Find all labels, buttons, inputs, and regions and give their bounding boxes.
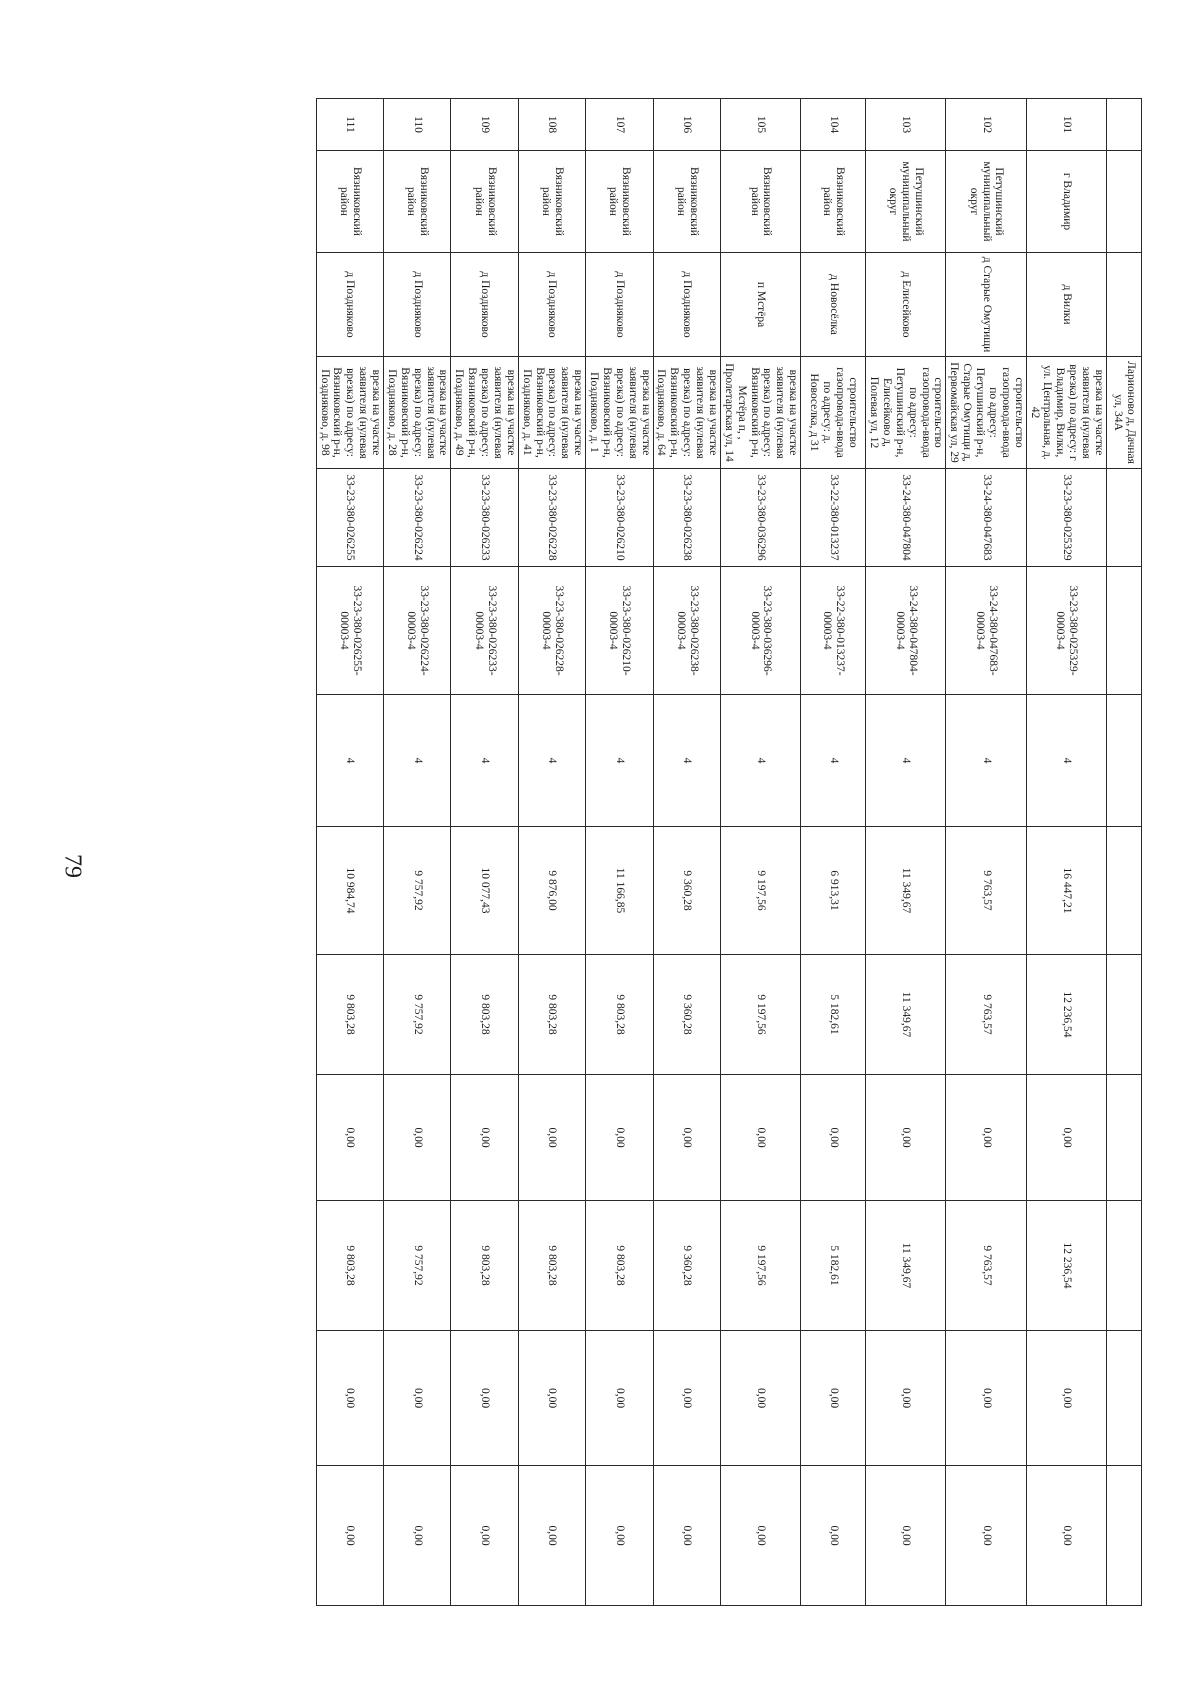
cell-locality: д Поздняково: [316, 253, 383, 357]
cell-row-number: 103: [866, 99, 946, 151]
cell-value-2: 9 803,28: [586, 955, 653, 1075]
table-row-continued: [1107, 99, 1142, 1606]
cell-locality: д Поздняково: [653, 253, 720, 357]
cell-district: Петушинский муниципальный округ: [946, 151, 1026, 253]
cell-row-number: 105: [721, 99, 801, 151]
cell-value-2: 11 349,67: [866, 955, 946, 1075]
cell-value-2: 9 763,57: [946, 955, 1026, 1075]
cell-category: 4: [946, 695, 1026, 827]
cell-locality: п Мстёра: [721, 253, 801, 357]
cell-code: 33-23-380-026238: [653, 469, 720, 567]
cell-code-full: 33-23-380-025329-00003-4: [1026, 567, 1106, 695]
cell-value-1: 16 447,21: [1026, 827, 1106, 955]
cell-district: Вязниковский район: [518, 151, 585, 253]
cell-value-3: 0,00: [866, 1075, 946, 1201]
table-row: [1026, 99, 1106, 1606]
table-row: [518, 99, 585, 1606]
cell-district: Петушинский муниципальный округ: [866, 151, 946, 253]
cell-value-1: 9 360,28: [653, 827, 720, 955]
cell-locality: д Поздняково: [451, 253, 518, 357]
cell-code-full: 33-24-380-047683-00003-4: [946, 567, 1026, 695]
cell-empty: [1107, 253, 1142, 357]
cell-value-5: 0,00: [721, 1331, 801, 1466]
cell-code: 33-23-380-026233: [451, 469, 518, 567]
cell-description: строительство газопровода-ввода по адресу: Петушинский р-н, Елисейково д, Полевая ул, 12: [866, 357, 946, 469]
cell-empty: [1107, 151, 1142, 253]
cell-value-1: 10 984,74: [316, 827, 383, 955]
cell-code-full: 33-23-380-026233-00003-4: [451, 567, 518, 695]
cell-value-4: 9 763,57: [946, 1201, 1026, 1331]
cell-description: врезка на участке заявителя (нулевая врезка) по адресу: Вязниковский р-н, Поздняково, д. 1: [586, 357, 653, 469]
table-body: [316, 99, 1141, 1606]
table-row: [586, 99, 653, 1606]
table-row: [384, 99, 451, 1606]
cell-empty: [1107, 99, 1142, 151]
cell-locality: д Поздняково: [586, 253, 653, 357]
cell-locality: д Елисейково: [866, 253, 946, 357]
table-row: [721, 99, 801, 1606]
cell-value-1: 10 077,43: [451, 827, 518, 955]
cell-code: 33-23-380-026255: [316, 469, 383, 567]
cell-description: врезка на участке заявителя (нулевая врезка) по адресу: Вязниковский р-н, Поздняково, д. 49: [451, 357, 518, 469]
cell-row-number: 106: [653, 99, 720, 151]
cell-description: строительство газопровода-ввода по адресу: д. Новоселка, д 31: [801, 357, 866, 469]
cell-empty: [1107, 1075, 1142, 1201]
cell-value-1: 9 757,92: [384, 827, 451, 955]
cell-value-4: 9 757,92: [384, 1201, 451, 1331]
cell-row-number: 107: [586, 99, 653, 151]
cell-value-6: 0,00: [384, 1466, 451, 1606]
cell-empty: [1107, 567, 1142, 695]
cell-district: Вязниковский район: [653, 151, 720, 253]
cell-code: 33-23-380-026228: [518, 469, 585, 567]
cell-district: Вязниковский район: [586, 151, 653, 253]
cell-value-6: 0,00: [866, 1466, 946, 1606]
cell-row-number: 102: [946, 99, 1026, 151]
cell-value-6: 0,00: [653, 1466, 720, 1606]
cell-value-3: 0,00: [316, 1075, 383, 1201]
cell-value-6: 0,00: [518, 1466, 585, 1606]
cell-value-6: 0,00: [946, 1466, 1026, 1606]
cell-value-4: 9 803,28: [518, 1201, 585, 1331]
cell-code-full: 33-23-380-026228-00003-4: [518, 567, 585, 695]
cell-value-2: 9 757,92: [384, 955, 451, 1075]
cell-row-number: 109: [451, 99, 518, 151]
cell-category: 4: [1026, 695, 1106, 827]
cell-empty: [1107, 695, 1142, 827]
cell-value-1: 9 876,00: [518, 827, 585, 955]
cell-description: строительство газопровода-ввода по адресу: Петушинский р-н, Старые Омутищи д, Первомайская ул, 29: [946, 357, 1026, 469]
cell-description: врезка на участке заявителя (нулевая врезка) по адресу: г Владимир, Вилки, ул. Центральная, д. 42: [1026, 357, 1106, 469]
cell-value-5: 0,00: [866, 1331, 946, 1466]
cell-value-2: 9 803,28: [518, 955, 585, 1075]
cell-locality: д Поздняково: [384, 253, 451, 357]
cell-description: врезка на участке заявителя (нулевая врезка) по адресу: Вязниковский р-н, Поздняково, д. 28: [384, 357, 451, 469]
cell-value-3: 0,00: [586, 1075, 653, 1201]
table-row: [866, 99, 946, 1606]
cell-category: 4: [653, 695, 720, 827]
cell-empty: [1107, 1201, 1142, 1331]
cell-value-5: 0,00: [451, 1331, 518, 1466]
cell-district: Вязниковский район: [384, 151, 451, 253]
cell-code-full: 33-23-380-026224-00003-4: [384, 567, 451, 695]
cell-value-6: 0,00: [721, 1466, 801, 1606]
cell-value-5: 0,00: [801, 1331, 866, 1466]
cell-value-6: 0,00: [316, 1466, 383, 1606]
cell-empty: [1107, 1466, 1142, 1606]
cell-value-5: 0,00: [316, 1331, 383, 1466]
cell-code: 33-23-380-025329: [1026, 469, 1106, 567]
cell-locality: д Поздняково: [518, 253, 585, 357]
cell-value-2: 9 803,28: [316, 955, 383, 1075]
table-row: [653, 99, 720, 1606]
cell-category: 4: [721, 695, 801, 827]
cell-category: 4: [518, 695, 585, 827]
cell-value-4: 11 349,67: [866, 1201, 946, 1331]
cell-code: 33-23-380-026210: [586, 469, 653, 567]
cell-value-3: 0,00: [1026, 1075, 1106, 1201]
cell-locality: д Вилки: [1026, 253, 1106, 357]
cell-value-2: 12 236,54: [1026, 955, 1106, 1075]
cell-value-4: 9 360,28: [653, 1201, 720, 1331]
cell-value-5: 0,00: [1026, 1331, 1106, 1466]
cell-value-3: 0,00: [518, 1075, 585, 1201]
cell-value-4: 9 803,28: [586, 1201, 653, 1331]
cell-value-3: 0,00: [451, 1075, 518, 1201]
cell-value-1: 11 349,67: [866, 827, 946, 955]
cell-value-3: 0,00: [653, 1075, 720, 1201]
cell-row-number: 110: [384, 99, 451, 151]
cell-value-4: 9 803,28: [316, 1201, 383, 1331]
cell-row-number: 104: [801, 99, 866, 151]
cell-value-1: 11 166,85: [586, 827, 653, 955]
cell-code-full: 33-23-380-036296-00003-4: [721, 567, 801, 695]
cell-category: 4: [801, 695, 866, 827]
cell-empty: [1107, 469, 1142, 567]
cell-category: 4: [586, 695, 653, 827]
cell-code: 33-22-380-013237: [801, 469, 866, 567]
cell-row-number: 101: [1026, 99, 1106, 151]
cell-description: врезка на участке заявителя (нулевая врезка) по адресу: Вязниковский р-н, Мстёра п, , Пролетарская ул, 14: [721, 357, 801, 469]
cell-code-full: 33-23-380-026210-00003-4: [586, 567, 653, 695]
cell-code: 33-24-380-047683: [946, 469, 1026, 567]
cell-district: Вязниковский район: [451, 151, 518, 253]
cell-value-4: 12 236,54: [1026, 1201, 1106, 1331]
cell-value-2: 9 803,28: [451, 955, 518, 1075]
table-row: [801, 99, 866, 1606]
cell-empty: [1107, 1331, 1142, 1466]
cell-code-full: 33-23-380-026238-00003-4: [653, 567, 720, 695]
cell-code: 33-23-380-036296: [721, 469, 801, 567]
cell-value-4: 5 182,61: [801, 1201, 866, 1331]
cell-empty: [1107, 827, 1142, 955]
table-row: [316, 99, 383, 1606]
cell-value-5: 0,00: [384, 1331, 451, 1466]
cell-value-2: 9 360,28: [653, 955, 720, 1075]
cell-description: врезка на участке заявителя (нулевая врезка) по адресу: Вязниковский р-н, Поздняково, д. 64: [653, 357, 720, 469]
cell-value-4: 9 197,56: [721, 1201, 801, 1331]
cell-value-2: 9 197,56: [721, 955, 801, 1075]
cell-value-3: 0,00: [721, 1075, 801, 1201]
cell-value-5: 0,00: [946, 1331, 1026, 1466]
cell-row-number: 111: [316, 99, 383, 151]
cell-description: врезка на участке заявителя (нулевая врезка) по адресу: Вязниковский р-н, Поздняково, д. 41: [518, 357, 585, 469]
cell-district: Вязниковский район: [801, 151, 866, 253]
cell-value-1: 9 197,56: [721, 827, 801, 955]
cell-empty: [1107, 955, 1142, 1075]
cell-value-5: 0,00: [653, 1331, 720, 1466]
cell-district: г Владимир: [1026, 151, 1106, 253]
cell-value-1: 9 763,57: [946, 827, 1026, 955]
cell-category: 4: [866, 695, 946, 827]
cell-district: Вязниковский район: [721, 151, 801, 253]
cell-value-3: 0,00: [801, 1075, 866, 1201]
cell-value-4: 9 803,28: [451, 1201, 518, 1331]
cell-value-6: 0,00: [586, 1466, 653, 1606]
cell-value-6: 0,00: [801, 1466, 866, 1606]
cell-value-3: 0,00: [384, 1075, 451, 1201]
cell-district: Вязниковский район: [316, 151, 383, 253]
cell-code-full: 33-24-380-047804-00003-4: [866, 567, 946, 695]
cell-category: 4: [384, 695, 451, 827]
cell-value-2: 5 182,61: [801, 955, 866, 1075]
cell-locality: д Новосёлка: [801, 253, 866, 357]
cell-description: врезка на участке заявителя (нулевая врезка) по адресу: Вязниковский р-н, Поздняково, д. 98: [316, 357, 383, 469]
cell-value-6: 0,00: [1026, 1466, 1106, 1606]
cell-code-full: 33-23-380-026255-00003-4: [316, 567, 383, 695]
cell-category: 4: [316, 695, 383, 827]
cell-value-6: 0,00: [451, 1466, 518, 1606]
data-table: [316, 98, 1142, 1606]
cell-code: 33-24-380-047804: [866, 469, 946, 567]
cell-locality: д Старые Омутищи: [946, 253, 1026, 357]
cell-continued-location: Ларионово д, Дачная ул, 34А: [1107, 357, 1142, 469]
cell-category: 4: [451, 695, 518, 827]
cell-code-full: 33-22-380-013237-00003-4: [801, 567, 866, 695]
table-row: [946, 99, 1026, 1606]
page-number: 79: [59, 854, 86, 878]
cell-row-number: 108: [518, 99, 585, 151]
cell-value-5: 0,00: [518, 1331, 585, 1466]
cell-value-5: 0,00: [586, 1331, 653, 1466]
table-row: [451, 99, 518, 1606]
cell-code: 33-23-380-026224: [384, 469, 451, 567]
rotated-table-wrapper: [316, 98, 1142, 1606]
cell-value-3: 0,00: [946, 1075, 1026, 1201]
cell-value-1: 6 913,31: [801, 827, 866, 955]
